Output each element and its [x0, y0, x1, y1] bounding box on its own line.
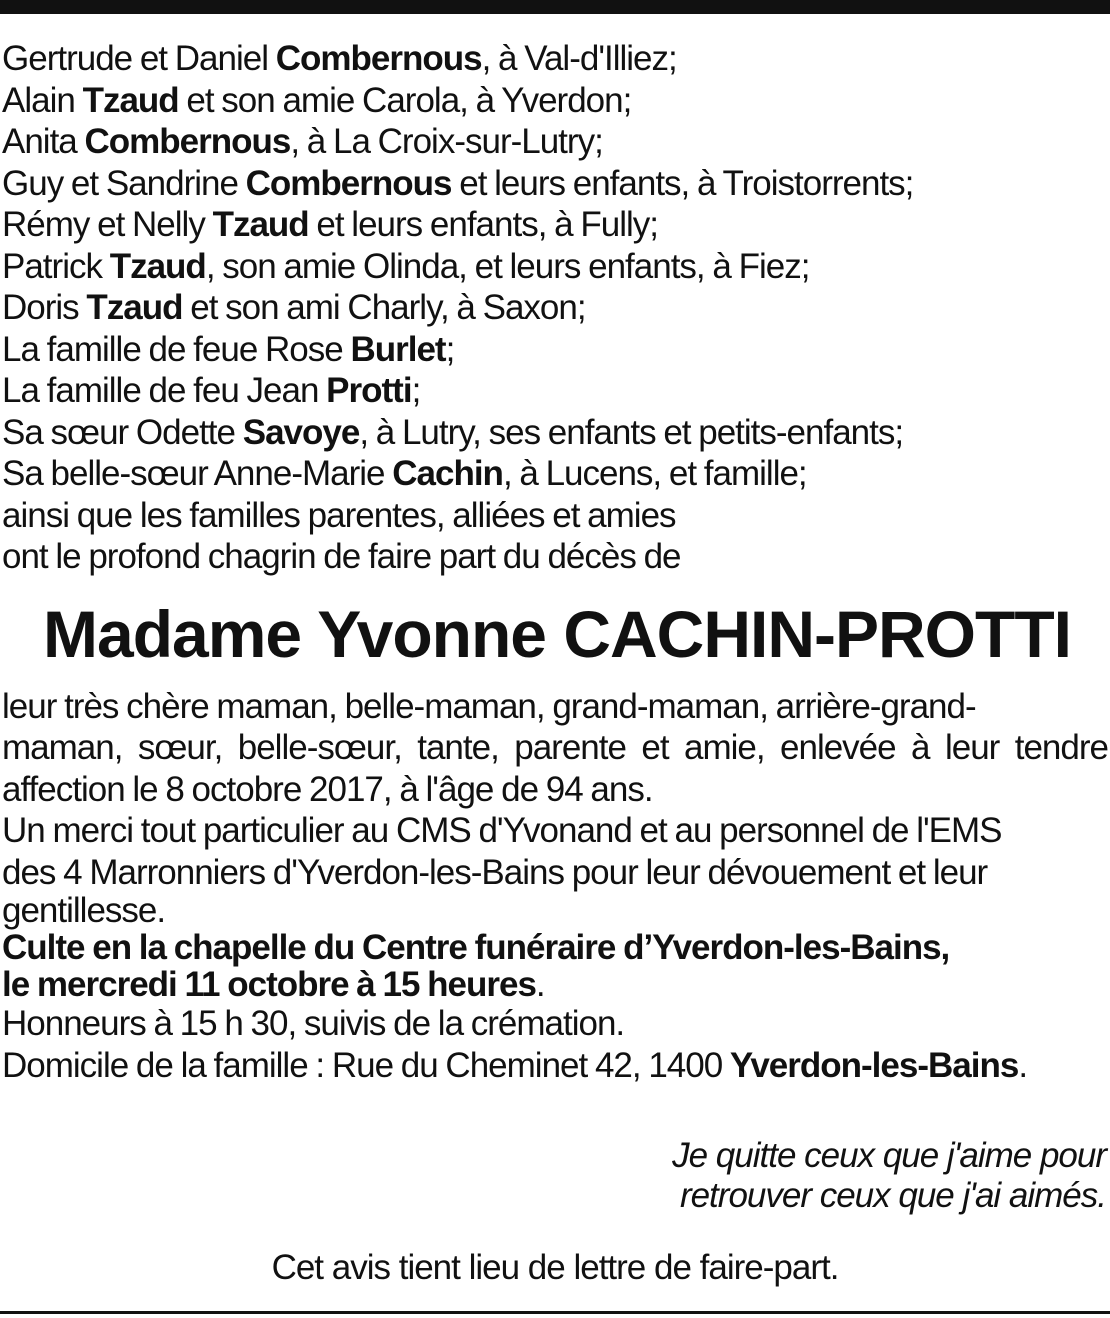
family-line-text: Alain	[2, 80, 83, 120]
family-surname: Combernous	[245, 163, 452, 203]
family-line-text: , à Lutry, ses enfants et petits-enfants;	[359, 412, 904, 452]
epigraph	[672, 1136, 1106, 1216]
family-line-text: Gertrude et Daniel	[2, 39, 276, 78]
family-surname: Tzaud	[82, 80, 179, 120]
family-line-text: et leurs enfants, à Fully;	[308, 205, 658, 244]
description-line: maman, sœur, belle-sœur, tante, parente et amie, enlevée à leur tendre	[2, 728, 1108, 767]
family-line-text: , à La Croix-sur-Lutry;	[290, 122, 603, 161]
description-line: affection le 8 octobre 2017, à l'âge de 94 ans.	[2, 769, 653, 809]
family-line-text: et leurs enfants, à Troistorrents;	[451, 163, 914, 203]
family-line	[2, 204, 1108, 246]
ceremony-line-wrap	[2, 967, 1108, 1003]
thanks-line: des 4 Marronniers d'Yverdon-les-Bains pour leur dévouement et leur	[2, 852, 988, 892]
family-line	[2, 412, 1108, 454]
family-surname: Tzaud	[109, 246, 206, 286]
family-line	[2, 453, 1108, 495]
family-surname: Protti	[326, 371, 412, 410]
family-line-text: Guy et Sandrine	[2, 163, 246, 203]
epigraph-line: retrouver ceux que j'ai aimés.	[679, 1176, 1106, 1215]
obituary-notice	[2, 38, 1108, 1086]
family-line-text: Sa belle-sœur Anne-Marie	[2, 454, 393, 493]
family-line	[2, 287, 1108, 329]
top-rule	[0, 0, 1110, 14]
family-surname: Combernous	[275, 39, 482, 78]
family-list	[2, 38, 1108, 495]
epigraph-line: Je quitte ceux que j'aime pour	[672, 1136, 1106, 1175]
family-line-text: Sa sœur Odette	[2, 412, 243, 452]
domicile-line	[2, 1045, 1108, 1087]
family-line-text: La famille de feue Rose	[2, 329, 351, 369]
family-line	[2, 246, 1108, 288]
ceremony-date: le mercredi 11 octobre à 15 heures	[2, 965, 536, 1004]
family-line-text: et son ami Charly, à Saxon;	[182, 288, 586, 327]
domicile-punct: .	[1018, 1045, 1028, 1085]
family-surname: Tzaud	[212, 205, 309, 244]
description-line: leur très chère maman, belle-maman, grand-maman, arrière-grand-	[2, 686, 976, 726]
thanks-line: gentillesse.	[2, 891, 166, 930]
family-line-text: Patrick	[2, 246, 110, 286]
intro-line: ont le profond chagrin de faire part du décès de	[2, 537, 681, 576]
intro-line: ainsi que les familles parentes, alliées et amies	[2, 495, 676, 535]
domicile-address: Domicile de la famille : Rue du Cheminet 42, 1400	[2, 1045, 730, 1085]
family-line-text: Rémy et Nelly	[2, 205, 213, 244]
bottom-rule	[0, 1311, 1110, 1314]
deceased-name: Madame Yvonne CACHIN-PROTTI	[43, 596, 1071, 671]
family-line-text: La famille de feu Jean	[2, 371, 327, 410]
family-line	[2, 329, 1108, 371]
ceremony-punct: .	[535, 965, 545, 1004]
family-line-text: Doris	[2, 288, 87, 327]
family-surname: Tzaud	[86, 288, 183, 327]
family-line	[2, 121, 1108, 163]
family-line	[2, 163, 1108, 205]
family-line-text: et son amie Carola, à Yverdon;	[178, 80, 632, 120]
family-line	[2, 80, 1108, 122]
thanks-line: Un merci tout particulier au CMS d'Yvonand et au personnel de l'EMS	[2, 811, 1002, 850]
family-line-text: ;	[411, 371, 421, 410]
family-line-text: ;	[445, 329, 455, 369]
family-surname: Combernous	[84, 122, 291, 161]
domicile-city: Yverdon-les-Bains	[729, 1045, 1019, 1085]
description-paragraph	[2, 686, 1108, 811]
ceremony-info	[2, 929, 1108, 1003]
family-line-text: , à Val-d'Illiez;	[481, 39, 677, 78]
ceremony-line: Culte en la chapelle du Centre funéraire d’Yverdon-les-Bains,	[2, 928, 950, 967]
family-line	[2, 38, 1108, 80]
family-surname: Burlet	[350, 329, 446, 369]
family-line-text: Anita	[2, 122, 85, 161]
family-surname: Cachin	[392, 454, 503, 493]
thanks-paragraph	[2, 810, 1108, 929]
family-surname: Savoye	[242, 412, 360, 452]
family-line-text: , son amie Olinda, et leurs enfants, à Fiez;	[205, 246, 810, 286]
family-line-text: , à Lucens, et famille;	[502, 454, 807, 493]
footer-note: Cet avis tient lieu de lettre de faire-part.	[271, 1248, 839, 1287]
family-line	[2, 370, 1108, 412]
honours-line: Honneurs à 15 h 30, suivis de la crémation.	[2, 1004, 625, 1043]
